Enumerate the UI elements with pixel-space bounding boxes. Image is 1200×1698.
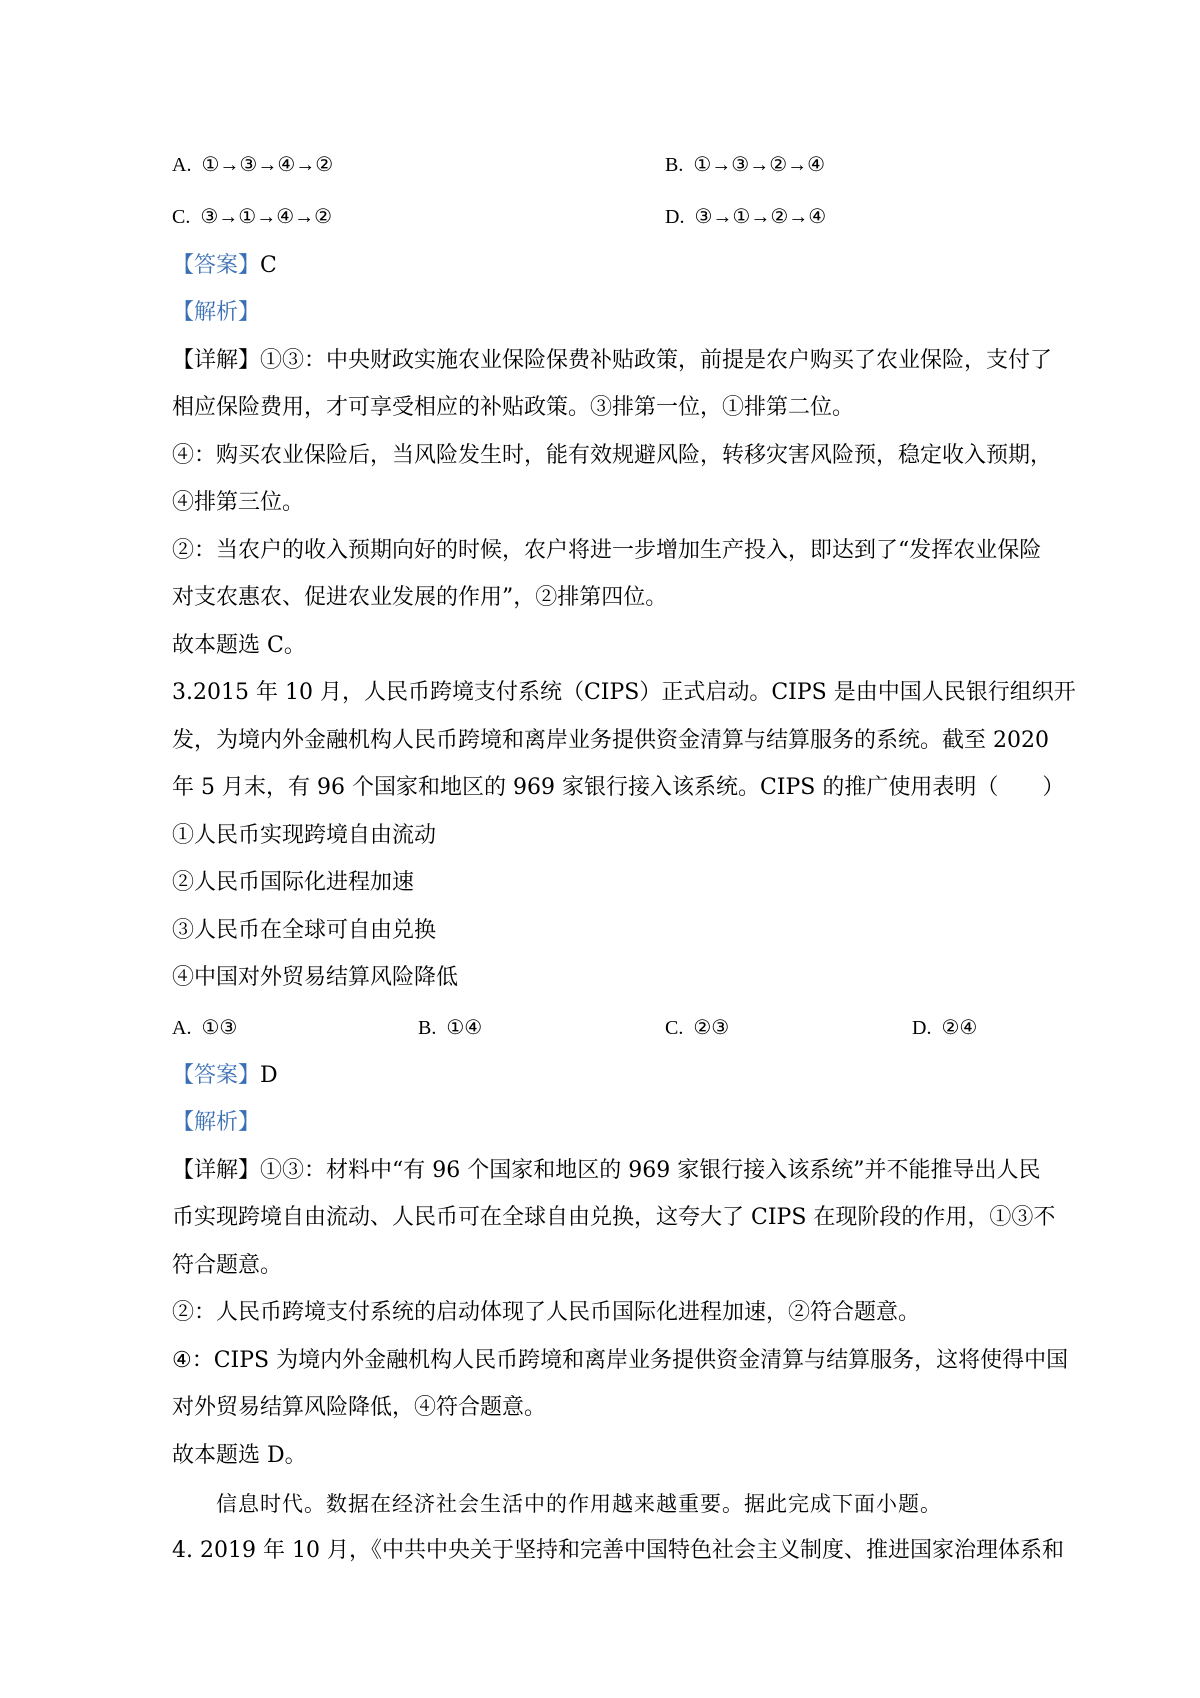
q3-detail-line: 对外贸易结算风险降低，④符合题意。 [172, 1395, 547, 1420]
q2-option-c-text: ③→①→④→② [200, 206, 333, 228]
q2-option-c-label: C. [172, 206, 191, 228]
q3-option-a-label: A. [172, 1017, 192, 1039]
q2-option-d [665, 202, 826, 232]
q2-option-a [172, 150, 333, 180]
q3-answer-value: D [260, 1063, 278, 1088]
q2-conclusion: 故本题选 C。 [172, 633, 306, 658]
q3-analysis-heading [172, 1108, 260, 1138]
q2-option-a-label: A. [172, 154, 192, 176]
q3-option-b-label: B. [418, 1017, 437, 1039]
q2-detail-line: ②：当农户的收入预期向好的时候，农户将进一步增加生产投入，即达到了“发挥农业保险 [172, 538, 1042, 563]
q3-detail-tag: 【详解】 [172, 1158, 261, 1183]
q3-analysis-tag: 【解析】 [172, 1110, 261, 1135]
q3-detail-line [172, 1156, 1040, 1186]
q3-statement: ②人民币国际化进程加速 [172, 870, 415, 895]
q2-detail-line: 对支农惠农、促进农业发展的作用”，②排第四位。 [172, 585, 668, 610]
q3-answer [172, 1061, 278, 1091]
q3-option-c [665, 1013, 729, 1043]
q3-option-d-text: ②④ [941, 1017, 978, 1039]
q2-answer-value: C [260, 253, 277, 278]
q3-answer-tag: 【答案】 [172, 1063, 261, 1088]
q3-statement: ①人民币实现跨境自由流动 [172, 823, 437, 848]
q3-option-b [418, 1013, 482, 1043]
q2-option-d-label: D. [665, 206, 685, 228]
q2-answer-tag: 【答案】 [172, 253, 261, 278]
q3-stem-line: 3.2015 年 10 月，人民币跨境支付系统（CIPS）正式启动。CIPS 是由中国人民银行组织开 [172, 680, 1076, 705]
q2-detail-line: ④排第三位。 [172, 490, 305, 515]
q2-analysis-heading [172, 298, 260, 328]
q3-detail-line: ②：人民币跨境支付系统的启动体现了人民币国际化进程加速，②符合题意。 [172, 1300, 921, 1325]
q2-option-b-text: ①→③→②→④ [693, 154, 826, 176]
q3-detail-line: 符合题意。 [172, 1253, 283, 1278]
q3-detail-text: ①③：材料中“有 96 个国家和地区的 969 家银行接入该系统”并不能推导出人民 [260, 1158, 1041, 1183]
q3-stem-line: 年 5 月末，有 96 个国家和地区的 969 家银行接入该系统。CIPS 的推广使用表明（ ） [172, 775, 1065, 800]
q2-option-c [172, 202, 332, 232]
q2-option-b-label: B. [665, 154, 684, 176]
q3-option-a [172, 1013, 237, 1043]
q2-detail-text: ①③：中央财政实施农业保险保费补贴政策，前提是农户购买了农业保险，支付了 [260, 348, 1053, 373]
q3-statement: ③人民币在全球可自由兑换 [172, 918, 437, 943]
q3-option-a-text: ①③ [201, 1017, 238, 1039]
q2-option-b [665, 150, 825, 180]
q2-answer [172, 251, 277, 281]
q3-detail-line: 币实现跨境自由流动、人民币可在全球自由兑换，这夸大了 CIPS 在现阶段的作用，①③不 [172, 1205, 1056, 1230]
q3-conclusion: 故本题选 D。 [172, 1443, 307, 1468]
q2-option-a-text: ①→③→④→② [201, 154, 334, 176]
q3-option-d [912, 1013, 977, 1043]
q2-analysis-tag: 【解析】 [172, 300, 261, 325]
q2-detail-line: ④：购买农业保险后，当风险发生时，能有效规避风险，转移灾害风险预，稳定收入预期， [172, 443, 1053, 468]
q2-detail-line [172, 346, 1052, 376]
q3-option-c-label: C. [665, 1017, 684, 1039]
q2-detail-line: 相应保险费用，才可享受相应的补贴政策。③排第一位，①排第二位。 [172, 395, 855, 420]
q3-stem-line: 发，为境内外金融机构人民币跨境和离岸业务提供资金清算与结算服务的系统。截至 2020 [172, 728, 1049, 753]
intro-note: 信息时代。数据在经济社会生活中的作用越来越重要。据此完成下面小题。 [216, 1492, 942, 1516]
q3-option-b-text: ①④ [446, 1017, 483, 1039]
q4-stem-line: 4. 2019 年 10 月，《中共中央关于坚持和完善中国特色社会主义制度、推进国家治理体系和 [172, 1538, 1064, 1563]
q3-option-d-label: D. [912, 1017, 932, 1039]
q3-statement: ④中国对外贸易结算风险降低 [172, 965, 459, 990]
q3-option-c-text: ②③ [693, 1017, 730, 1039]
q3-detail-line: ④：CIPS 为境内外金融机构人民币跨境和离岸业务提供资金清算与结算服务，这将使得中国 [172, 1348, 1069, 1373]
q2-detail-tag: 【详解】 [172, 348, 261, 373]
q2-option-d-text: ③→①→②→④ [694, 206, 827, 228]
